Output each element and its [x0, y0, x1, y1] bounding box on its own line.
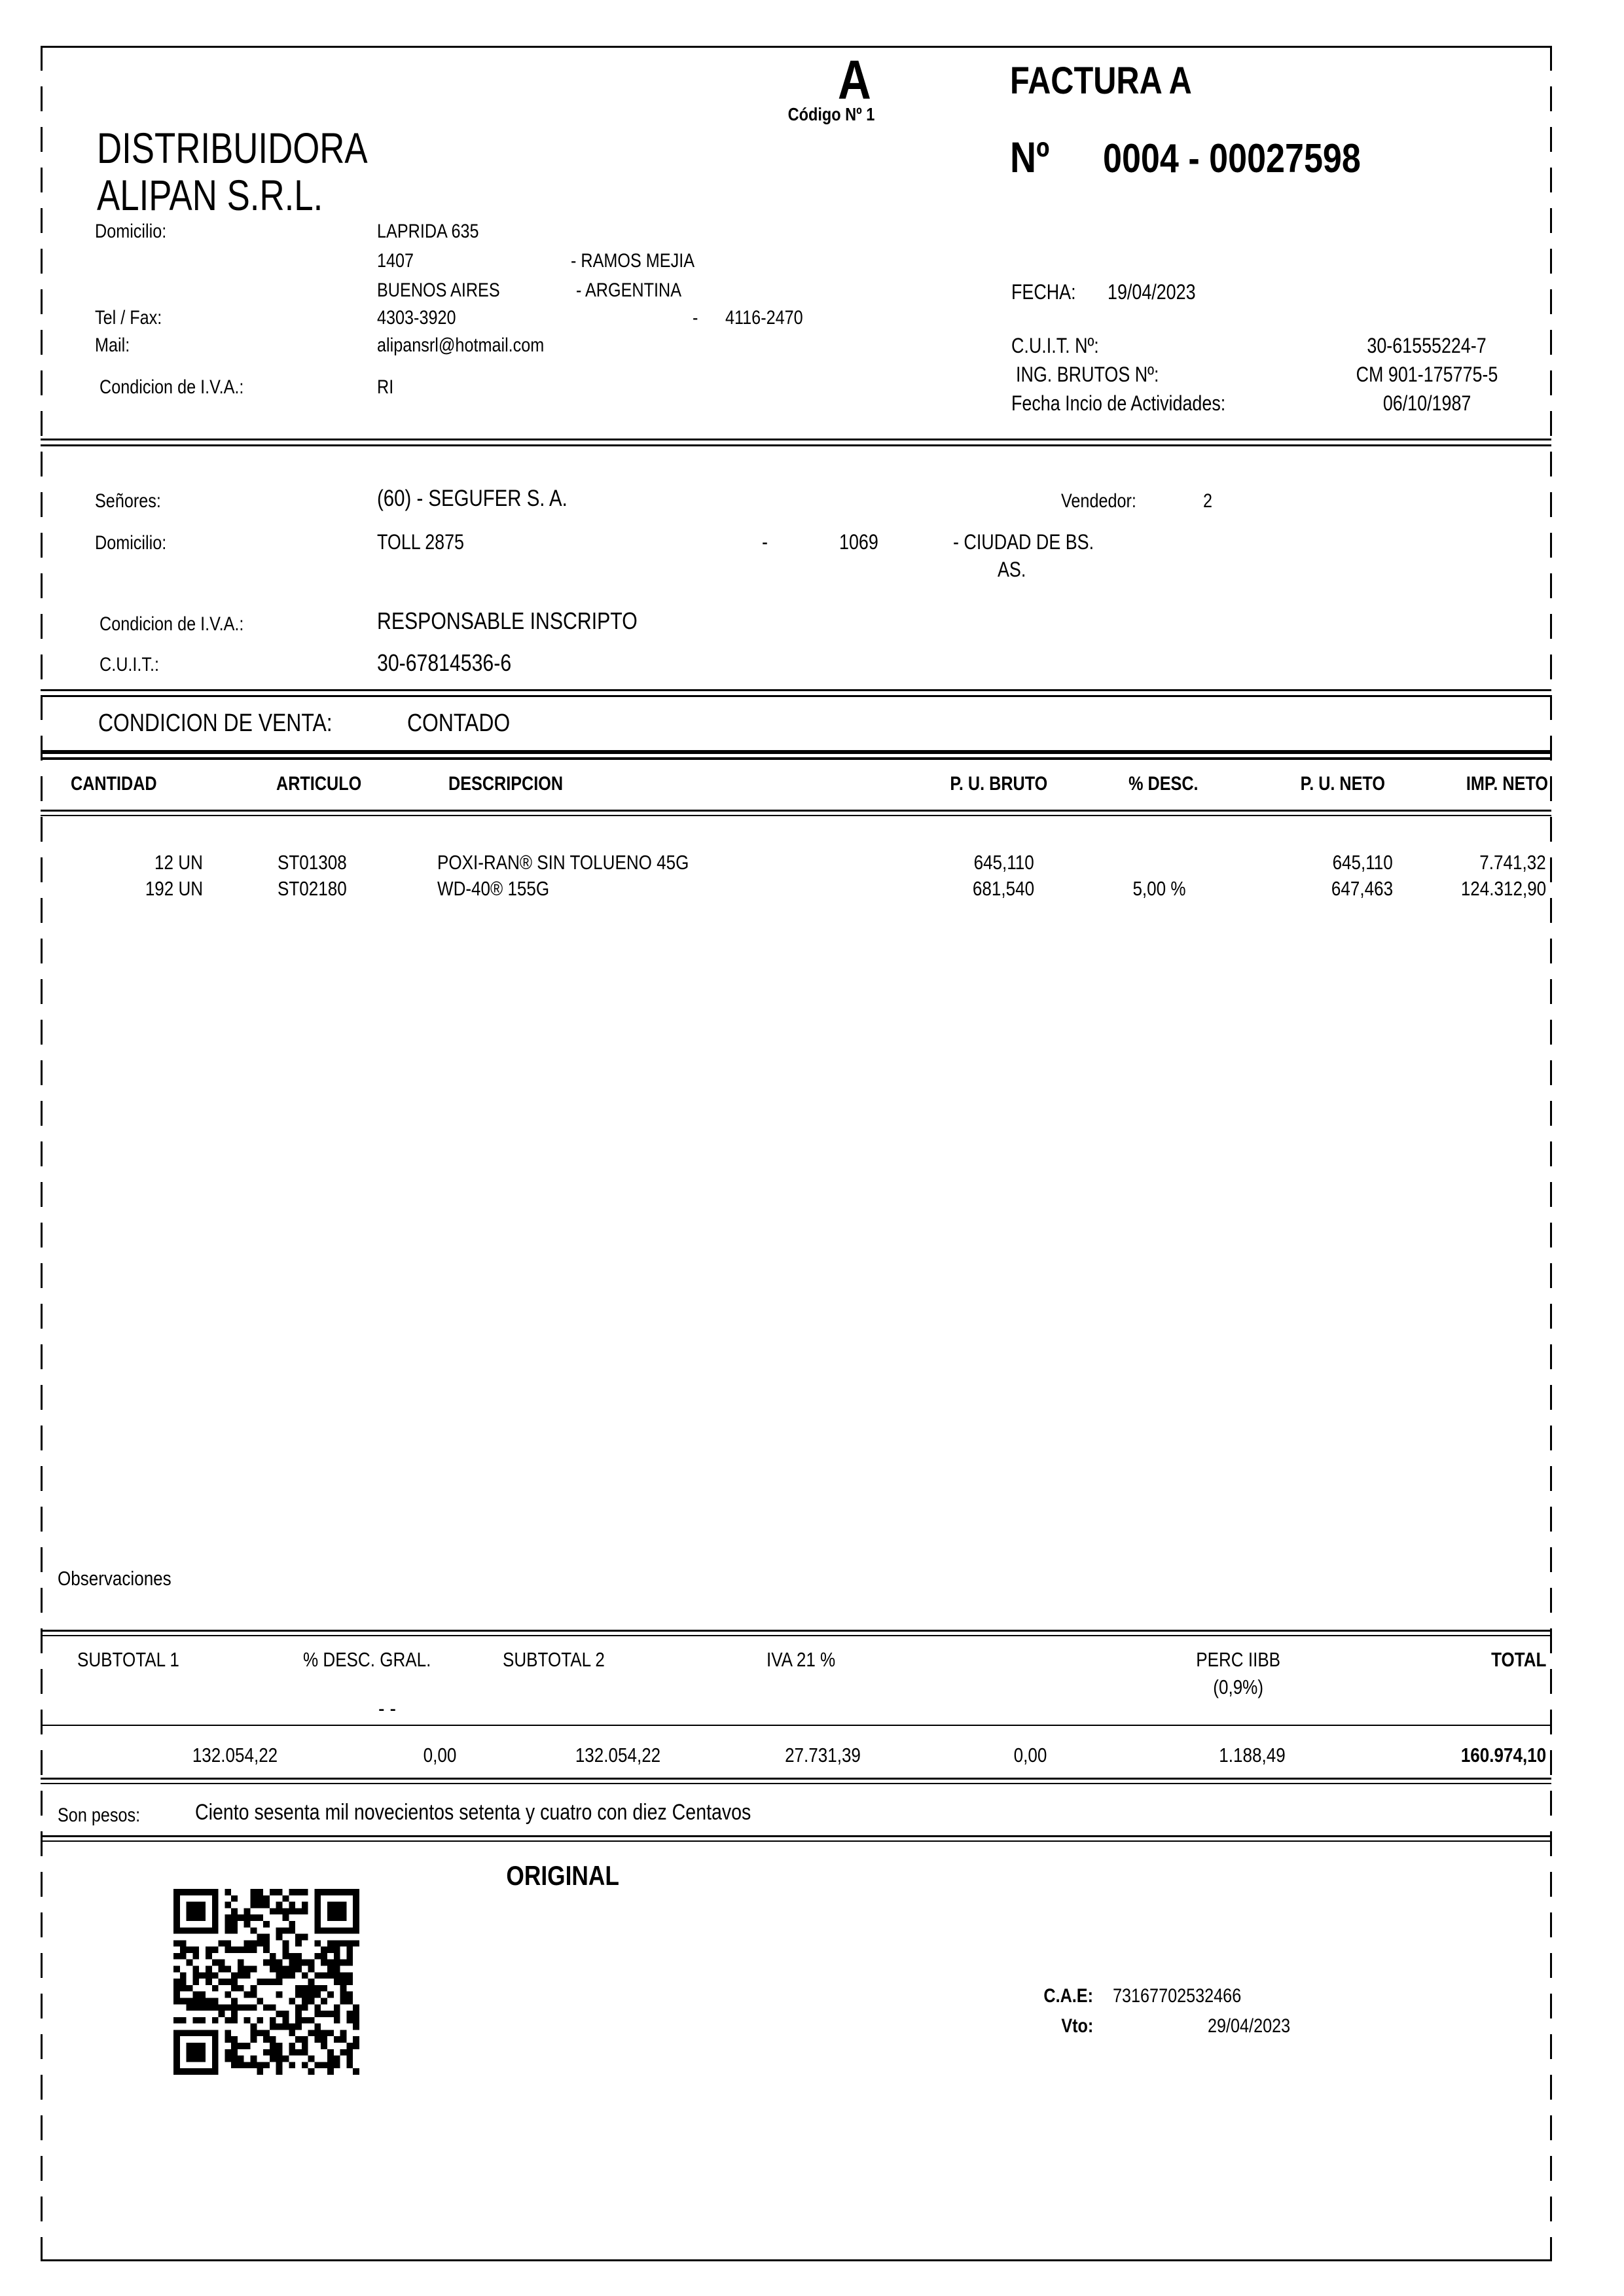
- top-border: [41, 46, 1551, 48]
- item-row-pu-bruto: 645,110: [973, 851, 1034, 874]
- perc-iibb-value: 1.188,49: [1219, 1744, 1286, 1767]
- col-header-desc: % DESC.: [1128, 773, 1199, 795]
- subtotal2-label: SUBTOTAL 2: [503, 1648, 605, 1671]
- col-header-descripcion: DESCRIPCION: [448, 773, 564, 795]
- original-label: ORIGINAL: [506, 1860, 620, 1891]
- left-dashed-border: [41, 46, 43, 2261]
- invoice-number-label: Nº: [1010, 133, 1050, 181]
- iva-value: 27.731,39: [785, 1744, 861, 1767]
- fecha-label: FECHA:: [1011, 280, 1076, 304]
- divider: [41, 695, 1551, 697]
- desc-gral-value: 0,00: [423, 1744, 456, 1767]
- customer-street: TOLL 2875: [377, 530, 465, 554]
- company-domicilio-label: Domicilio:: [95, 221, 167, 242]
- divider: [41, 439, 1551, 440]
- vto-label: Vto:: [1061, 2015, 1093, 2037]
- company-name-line1: DISTRIBUIDORA: [97, 124, 368, 172]
- customer-cuit-value: 30-67814536-6: [377, 649, 512, 676]
- qr-code: [173, 1889, 359, 2075]
- customer-zip: 1069: [839, 530, 878, 554]
- qr-code-graphic: [173, 1889, 359, 2075]
- cae-label: C.A.E:: [1043, 1985, 1093, 2007]
- company-mail: alipansrl@hotmail.com: [377, 334, 545, 356]
- observaciones-label: Observaciones: [58, 1567, 171, 1590]
- customer-iva-value: RESPONSABLE INSCRIPTO: [377, 607, 638, 634]
- invoice-number: 0004 - 00027598: [1103, 136, 1361, 181]
- item-row-pu-neto: 647,463: [1331, 877, 1393, 900]
- invoice-letter-code: Código Nº 1: [787, 104, 875, 124]
- customer-cuit-label: C.U.I.T.:: [99, 654, 160, 675]
- total-label: TOTAL: [1490, 1648, 1546, 1671]
- item-row-imp-neto: 124.312,90: [1460, 877, 1546, 900]
- condicion-venta-label: CONDICION DE VENTA:: [98, 709, 333, 737]
- vendedor-label: Vendedor:: [1061, 490, 1136, 512]
- item-row-desc: [1055, 852, 1186, 874]
- customer-domicilio-label: Domicilio:: [95, 532, 167, 554]
- item-row-pu-bruto: 681,540: [972, 877, 1034, 900]
- otros-value: 0,00: [1013, 1744, 1047, 1767]
- col-header-cantidad: CANTIDAD: [71, 773, 157, 795]
- company-address-province: BUENOS AIRES: [377, 279, 500, 301]
- cae-value: 73167702532466: [1113, 1985, 1242, 2007]
- divider: [41, 1840, 1551, 1842]
- col-header-articulo: ARTICULO: [276, 773, 362, 795]
- company-fax: 4116-2470: [725, 307, 803, 329]
- divider: [41, 1783, 1551, 1784]
- desc-gral-label: % DESC. GRAL.: [303, 1648, 431, 1671]
- cuit-label: C.U.I.T. Nº:: [1011, 334, 1099, 357]
- divider: [41, 815, 1551, 816]
- inicio-actividades-value: 06/10/1987: [1382, 391, 1471, 415]
- item-row-descripcion: POXI-RAN® SIN TOLUENO 45G: [437, 851, 689, 874]
- item-row-pu-neto: 645,110: [1332, 851, 1393, 874]
- perc-iibb-label: PERC IIBB: [1196, 1648, 1281, 1671]
- perc-iibb-rate: (0,9%): [1213, 1676, 1264, 1698]
- divider: [41, 689, 1551, 691]
- item-row-articulo: ST01308: [278, 851, 347, 874]
- company-mail-label: Mail:: [95, 334, 130, 356]
- customer-city-line2: AS.: [998, 558, 1026, 581]
- item-row-desc: 5,00 %: [1132, 877, 1186, 900]
- company-address-street: LAPRIDA 635: [377, 221, 479, 242]
- col-header-imp-neto: IMP. NETO: [1466, 773, 1548, 795]
- iva-label: IVA 21 %: [767, 1648, 836, 1671]
- total-value: 160.974,10: [1460, 1744, 1546, 1767]
- senores-label: Señores:: [95, 490, 161, 512]
- fecha-value: 19/04/2023: [1108, 280, 1196, 304]
- col-header-pu-bruto: P. U. BRUTO: [950, 773, 1047, 795]
- divider: [41, 1835, 1551, 1837]
- company-address-country: - ARGENTINA: [576, 279, 682, 301]
- iibb-value: CM 901-175775-5: [1356, 363, 1498, 386]
- son-pesos-label: Son pesos:: [58, 1804, 141, 1826]
- company-iva-value: RI: [377, 376, 394, 398]
- customer-iva-label: Condicion de I.V.A.:: [99, 613, 244, 635]
- item-row-imp-neto: 7.741,32: [1479, 851, 1546, 874]
- company-address-city: - RAMOS MEJIA: [571, 250, 695, 272]
- divider-heavy: [41, 757, 1551, 760]
- inicio-actividades-label: Fecha Incio de Actividades:: [1011, 391, 1226, 415]
- subtotal2-value: 132.054,22: [575, 1744, 660, 1767]
- company-telfax-label: Tel / Fax:: [95, 307, 162, 329]
- cuit-value: 30-61555224-7: [1367, 334, 1487, 357]
- item-row-articulo: ST02180: [278, 877, 347, 900]
- divider: [41, 1725, 1551, 1726]
- company-tel: 4303-3920: [377, 307, 456, 329]
- condicion-venta-value: CONTADO: [407, 709, 511, 737]
- company-iva-label: Condicion de I.V.A.:: [99, 376, 244, 398]
- item-row-cantidad: 192 UN: [145, 877, 203, 900]
- divider: [41, 1630, 1551, 1632]
- divider: [41, 1635, 1551, 1636]
- invoice-letter: A: [837, 49, 871, 111]
- subtotal1-value: 132.054,22: [192, 1744, 278, 1767]
- divider: [41, 810, 1551, 812]
- col-header-pu-neto: P. U. NETO: [1300, 773, 1385, 795]
- customer-name: (60) - SEGUFER S. A.: [377, 486, 568, 511]
- vto-value: 29/04/2023: [1208, 2015, 1291, 2037]
- company-address-zip: 1407: [377, 250, 414, 272]
- item-row-descripcion: WD-40® 155G: [437, 877, 550, 900]
- customer-sep: -: [762, 530, 768, 554]
- divider: [41, 1778, 1551, 1780]
- bottom-border: [41, 2259, 1551, 2261]
- invoice-title: FACTURA A: [1010, 60, 1192, 102]
- item-row-cantidad: 12 UN: [154, 851, 203, 874]
- company-name-line2: ALIPAN S.R.L.: [97, 171, 323, 219]
- desc-gral-dash: - -: [378, 1696, 396, 1721]
- iibb-label: ING. BRUTOS Nº:: [1016, 363, 1159, 386]
- divider-heavy: [41, 750, 1551, 754]
- amount-in-words: Ciento sesenta mil novecientos setenta y cuatro con diez Centavos: [195, 1800, 751, 1825]
- customer-city-line1: - CIUDAD DE BS.: [953, 530, 1094, 554]
- vendedor-value: 2: [1203, 490, 1213, 512]
- divider: [41, 444, 1551, 446]
- company-telfax-sep: -: [693, 307, 698, 329]
- subtotal1-label: SUBTOTAL 1: [77, 1648, 179, 1671]
